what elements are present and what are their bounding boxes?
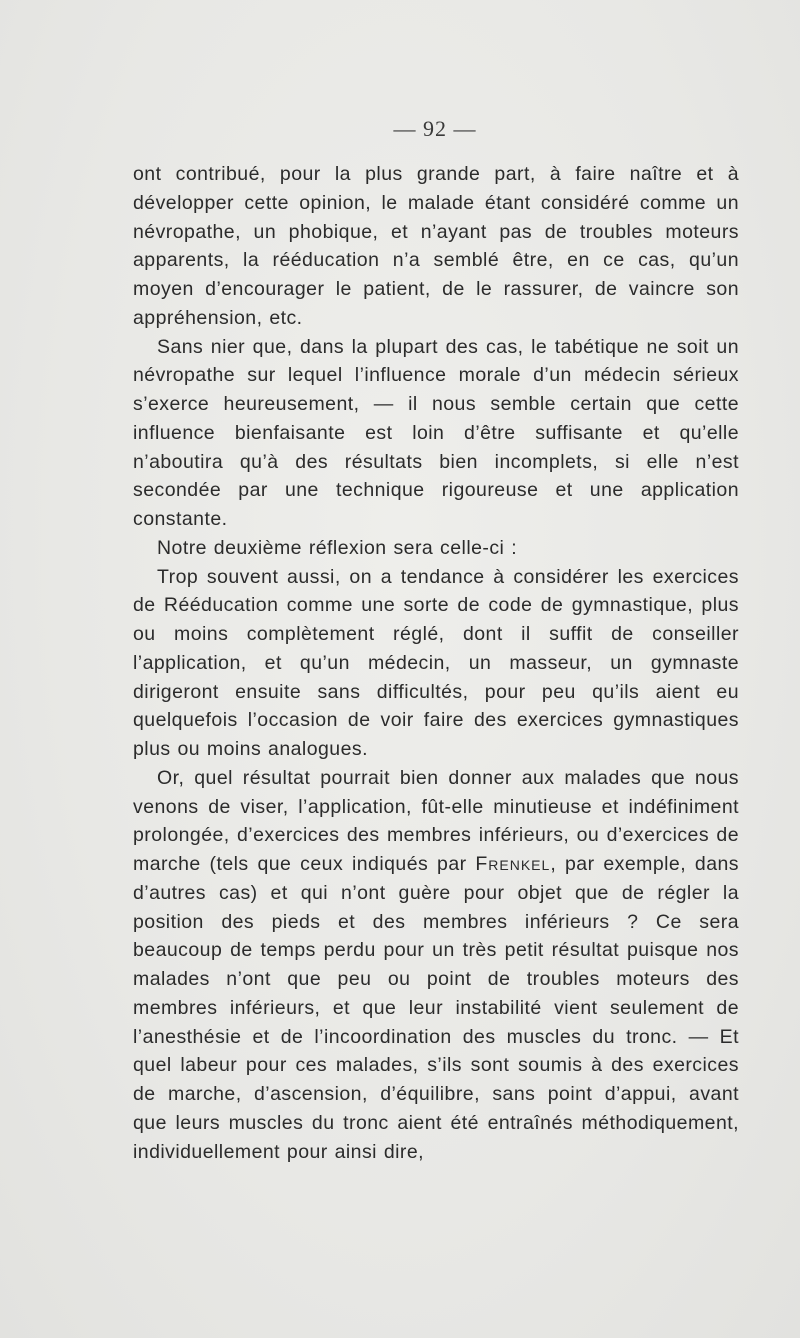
body-text [133, 160, 739, 1166]
paragraph-4: Trop souvent aussi, on a tendance à considérer les exercices de Rééducation comme une sorte de code de gymnastique, plus ou moins complètement réglé, dont il suffit de conseiller l’application, et qu’un médecin, un masseur, un gymnaste dirigeront ensuite sans difficultés, pour peu qu’ils aient eu quelquefois l’occasion de voir faire des exercices gymnastiques plus ou moins analogues. [133, 565, 739, 760]
paragraph-3: Notre deuxième réflexion sera celle-ci : [157, 536, 518, 559]
page-number: — 92 — [393, 116, 477, 141]
paragraph-5-part-2: , par exemple, dans d’autres cas) et qui n’ont guère pour objet que de régler la position des pieds et des membres inférieurs ? Ce sera beaucoup de temps perdu pour un très petit résultat puisque nos malades n’ont que peu ou point de troubles moteurs des membres inférieurs, et que leur instabilité vient seulement de l’anesthésie et de l’incoordination des muscles du tronc. — Et quel labeur pour ces malades, s’ils sont soumis à des exercices de marche, d’ascension, d’équilibre, sans point d’appui, avant que leurs muscles du tronc aient été entraînés méthodiquement, individuellement pour ainsi dire, [133, 853, 739, 1163]
paragraph-2: Sans nier que, dans la plupart des cas, le tabétique ne soit un névropathe sur lequel l’influence morale d’un médecin sérieux s’exerce heureusement, — il nous semble certain que cette influence bienfaisante est loin d’être suffisante et qu’elle n’aboutira qu’à des résultats bien incomplets, si elle n’est secondée par une technique rigoureuse et une application constante. [133, 335, 739, 530]
paragraph-1: ont contribué, pour la plus grande part, à faire naître et à développer cette opinion, le malade étant considéré comme un névropathe, un phobique, et n’ayant pas de troubles moteurs apparents, la rééducation n’a semblé être, en ce cas, qu’un moyen d’encourager le patient, de le rassurer, de vaincre son appréhension, etc. [133, 163, 739, 329]
paragraph-5-part-1: Or, quel résultat pourrait bien donner aux malades que nous venons de viser, l’application, fût-elle minutieuse et indéfiniment prolongée, d’exercices des membres inférieurs, ou d’exercices de marche (tels que ceux indiqués par [133, 766, 739, 875]
author-name-frenkel: Frenkel [475, 853, 551, 875]
paragraph-5 [133, 764, 739, 1167]
